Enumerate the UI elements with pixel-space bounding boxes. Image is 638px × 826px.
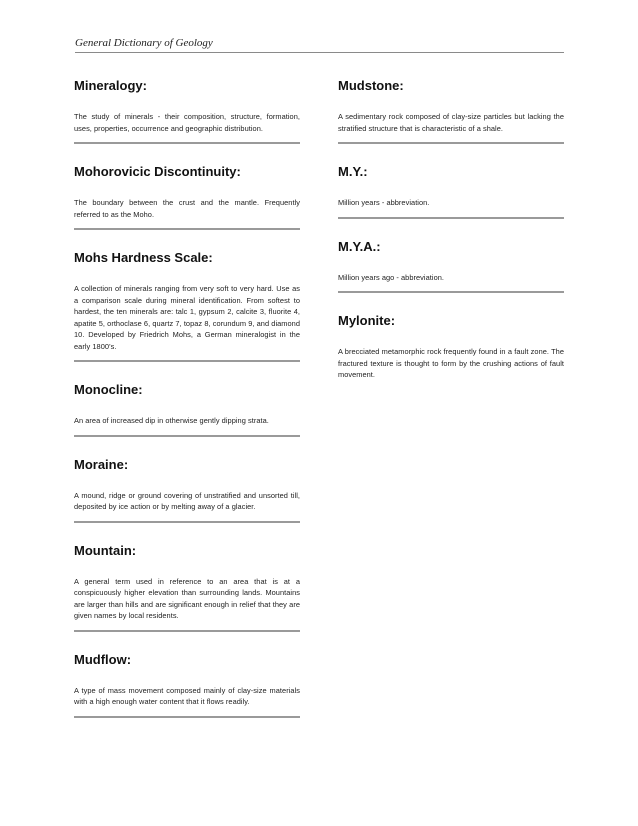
page-header [75,36,564,53]
entry-term: Mohs Hardness Scale: [74,250,213,265]
right-column [338,78,564,409]
glossary-entry [74,652,300,718]
entry-definition: A sedimentary rock composed of clay-size particles but lacking the stratified structure that is characteristic of a shale. [338,112,564,133]
glossary-entry [74,164,300,230]
entry-definition: Million years ago - abbreviation. [338,272,444,282]
entry-definition: A collection of minerals ranging from very soft to very hard. Use as a comparison scale during mineral identification. From softest to hardest, the ten minerals are: talc 1, gypsum 2, calcite 3, fluorite 4, apatite 5, orthoclase 6, quartz 7, topaz 8, corundum 9, and diamond 10. Developed by Friedrich Mohs, a German mineralogist in the early 1800’s. [74,284,300,351]
entry-definition: A type of mass movement composed mainly of clay-size materials with a high enough water content that it flows readily. [74,685,300,706]
entry-definition: A brecciated metamorphic rock frequently found in a fault zone. The fractured texture is thought to form by the crushing actions of fault movement. [338,347,564,379]
glossary-entry [74,543,300,632]
entry-definition: A general term used in reference to an area that is at a conspicuously higher elevation than surrounding lands. Mountains are larger than hills and are significant enough in relief that they are given names by local residents. [74,576,300,620]
entry-term: Monocline: [74,382,143,397]
entry-term: Mudstone: [338,78,404,93]
entry-term: M.Y.A.: [338,238,381,254]
entry-term: Mineralogy: [74,78,147,93]
entry-term: Mohorovicic Discontinuity: [74,164,241,179]
entry-term: Mylonite: [338,313,396,328]
entry-definition: The boundary between the crust and the mantle. Frequently referred to as the Moho. [74,198,300,219]
glossary-entry [338,164,564,219]
entry-definition: An area of increased dip in otherwise gently dipping strata. [74,416,269,425]
entry-term: Mudflow: [74,651,132,667]
entry-definition: Million years - abbreviation. [338,198,430,207]
glossary-entry [74,250,300,362]
entry-term: M.Y.: [338,164,368,179]
glossary-entry [338,239,564,294]
glossary-entry [74,457,300,523]
entry-definition: The study of minerals - their composition, structure, formation, uses, properties, occurrence and geographic distribution. [74,112,300,133]
entry-definition: A mound, ridge or ground covering of unstratified and unsorted till, deposited by ice action or by melting away of a glacier. [74,490,300,511]
document-title: General Dictionary of Geology [75,37,213,49]
entry-term: Mountain: [74,542,137,558]
glossary-entry [338,78,564,144]
glossary-entry [74,382,300,437]
glossary-entry [338,313,564,389]
left-column [74,78,300,738]
glossary-entry [74,78,300,144]
entry-term: Moraine: [74,456,129,472]
